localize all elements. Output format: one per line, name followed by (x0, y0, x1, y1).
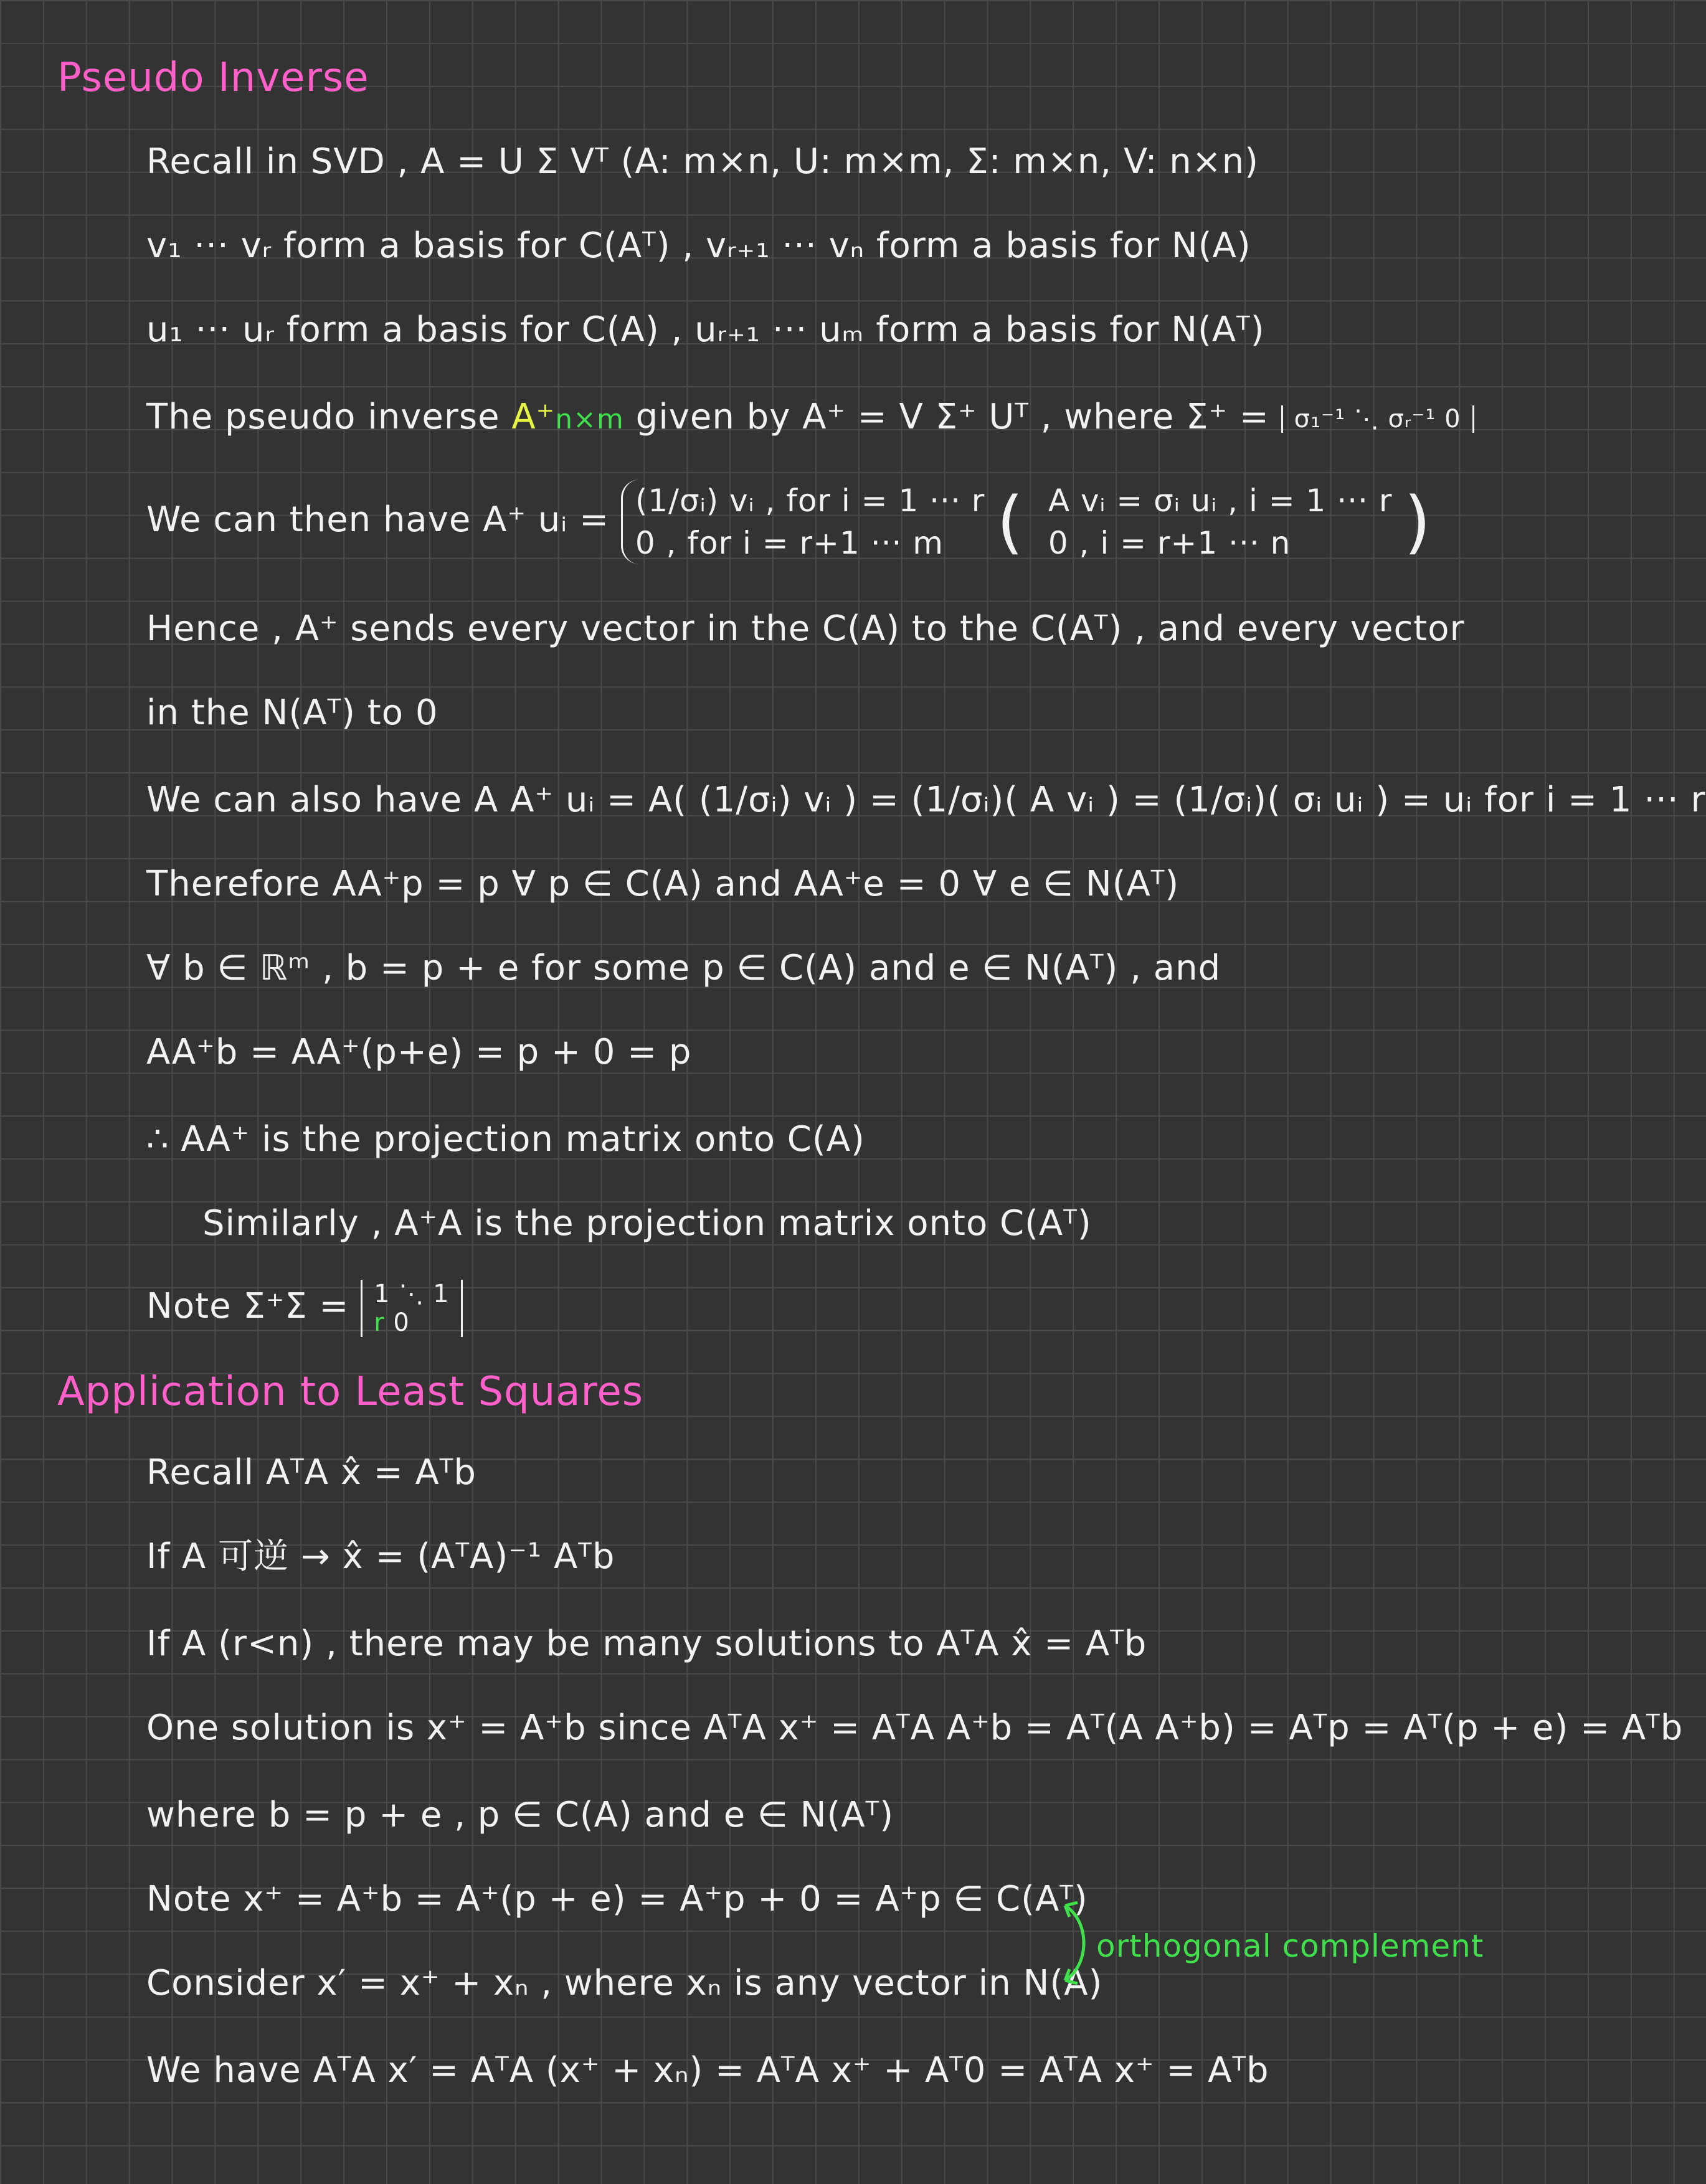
a-plus-u-case-1: (1/σᵢ) vᵢ , for i = 1 ··· r (635, 483, 985, 519)
line-projection-ca: ∴ AA⁺ is the projection matrix onto C(A) (146, 1119, 865, 1160)
a-v-case-1: A vᵢ = σᵢ uᵢ , i = 1 ··· r (1048, 483, 1393, 519)
line-one-solution: One solution is x⁺ = A⁺b since AᵀA x⁺ = AᵀA A⁺b = Aᵀ(A A⁺b) = Aᵀp = Aᵀ(p + e) = Aᵀb (146, 1708, 1684, 1748)
line-consider: Consider x′ = x⁺ + xₙ , where xₙ is any vector in N(A) (146, 1963, 1103, 2003)
line-where-b: where b = p + e , p ∈ C(A) and e ∈ N(Aᵀ) (146, 1795, 894, 1835)
pseudo-inverse-label: The pseudo inverse (146, 397, 500, 437)
matrix-zero: 0 (393, 1308, 410, 1337)
note-sigma-label: Note Σ⁺Σ = (146, 1286, 349, 1327)
a-v-cases (1036, 480, 1393, 564)
line-if-invertible: If A 可逆 → x̂ = (AᵀA)⁻¹ Aᵀb (146, 1536, 615, 1577)
identity-block-matrix (361, 1280, 462, 1337)
line-note-sigma (146, 1280, 463, 1337)
line-a-a-plus-u: We can also have A A⁺ uᵢ = A( (1/σᵢ) vᵢ ) = (1/σᵢ)( A vᵢ ) = (1/σᵢ)( σᵢ uᵢ ) = uᵢ for i = 1 ··· r (146, 780, 1706, 820)
line-recall-normal: Recall AᵀA x̂ = Aᵀb (146, 1452, 476, 1493)
line-in-the-null: in the N(Aᵀ) to 0 (146, 693, 438, 733)
line-therefore: Therefore AA⁺p = p ∀ p ∈ C(A) and AA⁺e = 0 ∀ e ∈ N(Aᵀ) (146, 864, 1180, 904)
line-hence: Hence , A⁺ sends every vector in the C(A) to the C(Aᵀ) , and every vector (146, 608, 1465, 649)
line-pseudo-inverse-def (146, 395, 1474, 442)
a-plus-u-case-2: 0 , for i = r+1 ··· m (635, 525, 944, 561)
matrix-ones: 1 ⋱ 1 (374, 1280, 450, 1308)
pseudo-inverse-formula: given by A⁺ = V Σ⁺ Uᵀ , where Σ⁺ = (635, 397, 1269, 437)
line-we-have: We have AᵀA x′ = AᵀA (x⁺ + xₙ) = AᵀA x⁺ + Aᵀ0 = AᵀA x⁺ = Aᵀb (146, 2050, 1269, 2091)
a-plus-u-label: We can then have A⁺ uᵢ = (146, 499, 610, 541)
line-u-basis: u₁ ··· uᵣ form a basis for C(A) , uᵣ₊₁ ··· uₘ form a basis for N(Aᵀ) (146, 310, 1265, 350)
line-similarly: Similarly , A⁺A is the projection matrix onto C(Aᵀ) (202, 1203, 1092, 1244)
line-for-all-b: ∀ b ∈ ℝᵐ , b = p + e for some p ∈ C(A) and e ∈ N(Aᵀ) , and (146, 948, 1221, 988)
line-a-plus-u (146, 480, 1431, 564)
line-svd-recall: Recall in SVD , A = U Σ Vᵀ (A: m×n, U: m×m, Σ: m×n, V: n×n) (146, 141, 1259, 182)
a-plus-u-cases (621, 480, 985, 564)
sigma-plus-matrix: σ₁⁻¹ ⋱ σᵣ⁻¹ 0 (1281, 405, 1474, 433)
line-note-x-plus: Note x⁺ = A⁺b = A⁺(p + e) = A⁺p + 0 = A⁺p ∈ C(Aᵀ) (146, 1879, 1088, 1919)
annotation-orthogonal-complement: orthogonal complement (1096, 1928, 1484, 1964)
title-least-squares: Application to Least Squares (57, 1369, 644, 1415)
line-a-a-plus-b: AA⁺b = AA⁺(p+e) = p + 0 = p (146, 1032, 692, 1072)
matrix-rank-r: r (374, 1308, 385, 1337)
pseudo-inverse-dim: n×m (555, 404, 624, 435)
paren-close: ) (1404, 482, 1432, 562)
pseudo-inverse-symbol: A⁺ (511, 397, 556, 437)
title-pseudo-inverse: Pseudo Inverse (57, 55, 369, 101)
paren-open: ( (997, 482, 1025, 562)
line-if-rank-deficient: If A (r<n) , there may be many solutions to AᵀA x̂ = Aᵀb (146, 1624, 1147, 1664)
a-v-case-2: 0 , i = r+1 ··· n (1048, 525, 1291, 561)
line-v-basis: v₁ ··· vᵣ form a basis for C(Aᵀ) , vᵣ₊₁ ··· vₙ form a basis for N(A) (146, 225, 1251, 266)
